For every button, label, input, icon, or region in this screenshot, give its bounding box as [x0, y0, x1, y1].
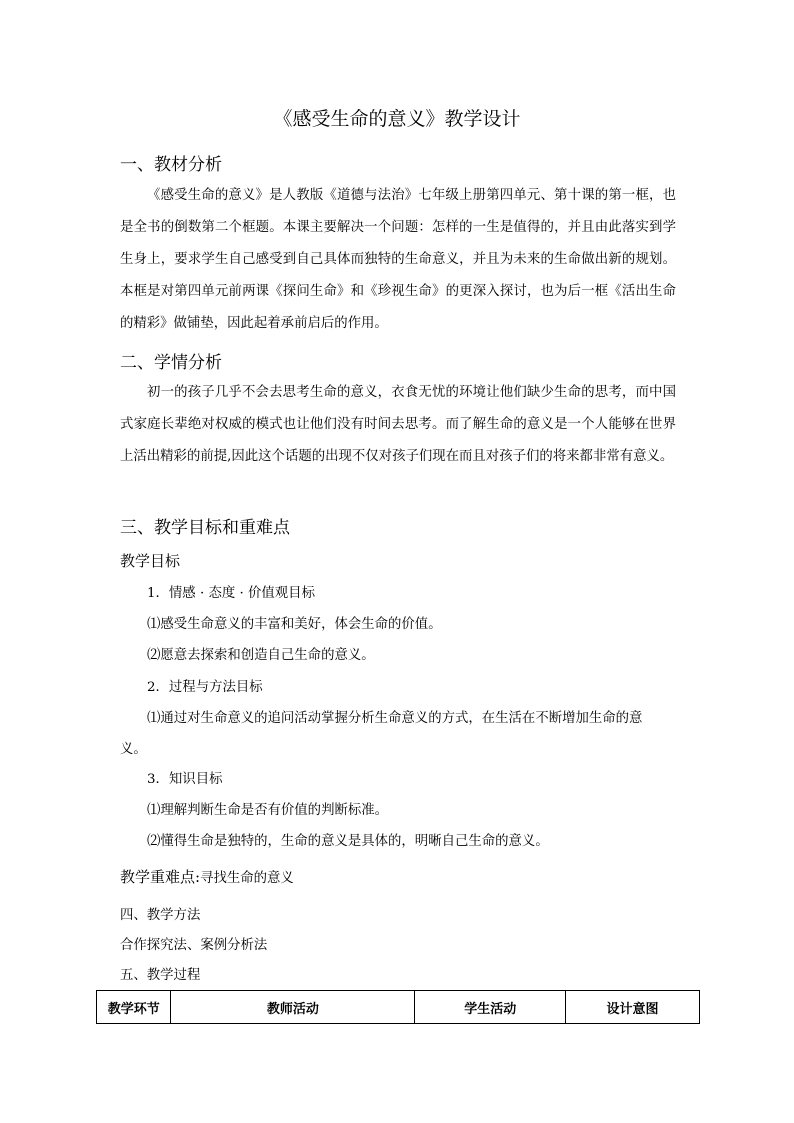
textbook-analysis-paragraph [120, 180, 676, 340]
key-point-label: 教学重难点: [120, 868, 201, 886]
teaching-goals-heading: 教学目标 [120, 552, 181, 570]
section-heading-textbook-analysis: 一、教材分析 [120, 155, 222, 175]
goal-process-item-1: ⑴通过对生命意义的追问活动掌握分析生命意义的方式，在生活在不断增加生命的意 [147, 711, 643, 726]
goal-process-item-1-continued: 义。 [120, 742, 147, 757]
goal-process-label: 2．过程与方法目标 [147, 680, 263, 695]
learner-analysis-text: 初一的孩子几乎不会去思考生命的意义，衣食无忧的环境让他们缺少生命的思考，而中国式家庭长辈绝对权威的模式也让他们没有时间去思考。而了解生命的意义是一个人能够在世界上活出精彩的前提,因此这个话题的出现不仅对孩子们现在而且对孩子们的将来都非常有意义。 [120, 385, 676, 464]
goal-knowledge-item-2: ⑵懂得生命是独特的，生命的意义是具体的，明晰自己生命的意义。 [147, 834, 549, 849]
table-header-cell: 教学环节 [97, 991, 171, 1024]
teaching-process-table [96, 990, 700, 1024]
key-point-value: 寻找生命的意义 [200, 871, 294, 886]
document-title: 《感受生命的意义》教学设计 [273, 108, 521, 130]
goal-emotion-label: 1．情感 · 态度 · 价值观目标 [147, 586, 315, 601]
goal-emotion-item-1: ⑴感受生命意义的丰富和美好，体会生命的价值。 [147, 617, 442, 632]
goal-knowledge-item-1: ⑴理解判断生命是否有价值的判断标准。 [147, 803, 389, 818]
goal-knowledge-label: 3．知识目标 [147, 772, 223, 787]
table-header-cell: 学生活动 [415, 991, 566, 1024]
section-heading-teaching-methods: 四、教学方法 [120, 908, 201, 923]
section-heading-learner-analysis: 二、学情分析 [120, 353, 222, 373]
section-heading-goals-and-key-points: 三、教学目标和重难点 [120, 518, 290, 538]
goal-emotion-item-2: ⑵愿意去探索和创造自己生命的意义。 [147, 648, 375, 663]
table-header-cell: 设计意图 [566, 991, 700, 1024]
key-point-line [120, 866, 294, 887]
table-header-cell: 教师活动 [171, 991, 415, 1024]
learner-analysis-paragraph [120, 377, 676, 473]
table-header-row [97, 991, 700, 1024]
teaching-methods-content: 合作探究法、案例分析法 [120, 938, 268, 953]
textbook-analysis-text: 《感受生命的意义》是人教版《道德与法治》七年级上册第四单元、第十课的第一框，也是全书的倒数第二个框题。本课主要解决一个问题：怎样的一生是值得的，并且由此落实到学生身上，要求学生自己感受到自己具体而独特的生命意义，并且为未来的生命做出新的规划。本框是对第四单元前两课《探问生命》和《珍视生命》的更深入探讨，也为后一框《活出生命的精彩》做铺垫，因此起着承前启后的作用。 [120, 188, 676, 331]
section-heading-teaching-process: 五、教学过程 [120, 968, 201, 983]
